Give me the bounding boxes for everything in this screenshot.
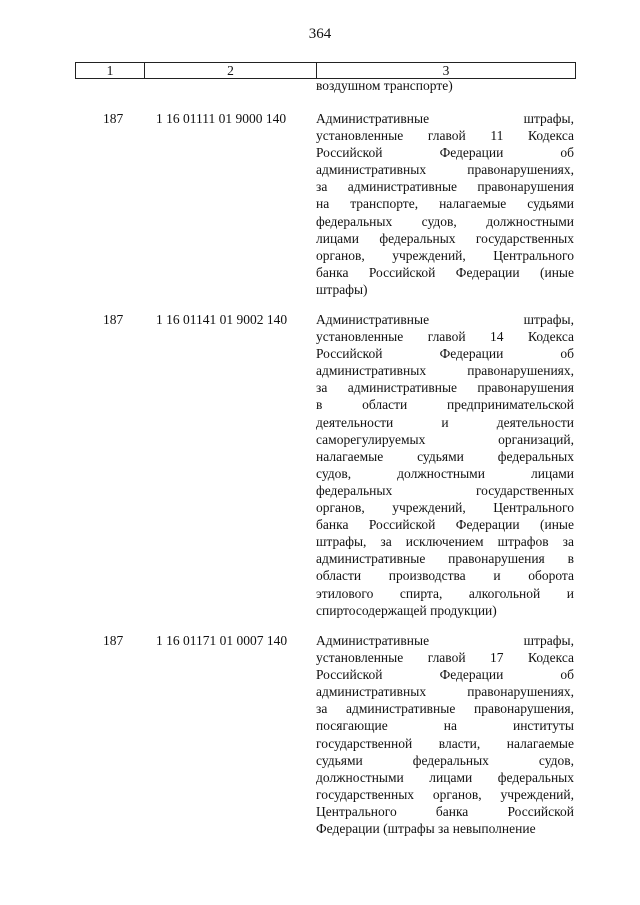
description-line: установленные главой 14 Кодекса (316, 329, 574, 345)
description-line: органов, учреждений, Центрального (316, 500, 574, 516)
description-line: штрафы, за исключением штрафов за (316, 534, 574, 550)
description-line: административных правонарушениях, (316, 363, 574, 379)
description-line: посягающие на институты (316, 718, 574, 734)
income-description (316, 632, 574, 837)
description-line: этилового спирта, алкогольной и (316, 585, 574, 601)
description-line: банка Российской Федерации (иные (316, 517, 574, 533)
description-line: деятельности и деятельности (316, 414, 574, 430)
admin-code: 187 (103, 633, 124, 648)
description-line: Российской Федерации об (316, 145, 574, 161)
description-line: федеральных государственных (316, 482, 574, 498)
description-line: Административные штрафы, (316, 111, 574, 126)
description-line: за административные правонарушения (316, 380, 574, 396)
admin-code: 187 (103, 111, 124, 126)
admin-code: 187 (103, 312, 124, 327)
budget-classification-code: 1 16 01171 01 0007 140 (156, 633, 288, 648)
description-line: за административные правонарушения, (316, 701, 574, 717)
column-header-1: 1 (76, 63, 145, 79)
description-line: установленные главой 17 Кодекса (316, 650, 574, 666)
income-description (316, 311, 574, 619)
continuation-text: воздушном транспорте) (316, 78, 453, 93)
description-line: Административные штрафы, (316, 633, 574, 648)
description-line: Административные штрафы, (316, 312, 574, 327)
description-line: органов, учреждений, Центрального (316, 247, 574, 263)
description-line: установленные главой 11 Кодекса (316, 128, 574, 144)
description-line: штрафы) (316, 281, 368, 297)
description-line: административных правонарушениях, (316, 684, 574, 700)
description-line: за административные правонарушения (316, 179, 574, 195)
income-description (316, 110, 574, 298)
budget-classification-code: 1 16 01141 01 9002 140 (156, 312, 288, 327)
description-line: государственной власти, налагаемые (316, 735, 574, 751)
description-line: федеральных судов, должностными (316, 213, 574, 229)
description-line: налагаемые судьями федеральных (316, 448, 574, 464)
description-line: банка Российской Федерации (иные (316, 264, 574, 280)
description-line: судьями федеральных судов, (316, 752, 574, 768)
description-line: лицами федеральных государственных (316, 230, 574, 246)
column-header-3: 3 (317, 63, 576, 79)
description-line: Российской Федерации об (316, 346, 574, 362)
description-line: административных правонарушениях, (316, 162, 574, 178)
description-line: административные правонарушения в (316, 551, 574, 567)
description-line: судов, должностными лицами (316, 465, 574, 481)
description-line: государственных органов, учреждений, (316, 786, 574, 802)
column-header-2: 2 (145, 63, 317, 79)
description-line: области производства и оборота (316, 568, 574, 584)
description-line: Федерации (штрафы за невыполнение (316, 821, 536, 837)
description-line: спиртосодержащей продукции) (316, 602, 497, 618)
description-line: Российской Федерации об (316, 667, 574, 683)
page-number: 364 (308, 26, 332, 42)
description-line: на транспорте, налагаемые судьями (316, 196, 574, 212)
budget-classification-code: 1 16 01111 01 9000 140 (156, 111, 287, 126)
description-line: должностными лицами федеральных (316, 769, 574, 785)
description-line: саморегулируемых организаций, (316, 431, 574, 447)
description-line: Центрального банка Российской (316, 803, 574, 819)
description-line: в области предпринимательской (316, 397, 574, 413)
